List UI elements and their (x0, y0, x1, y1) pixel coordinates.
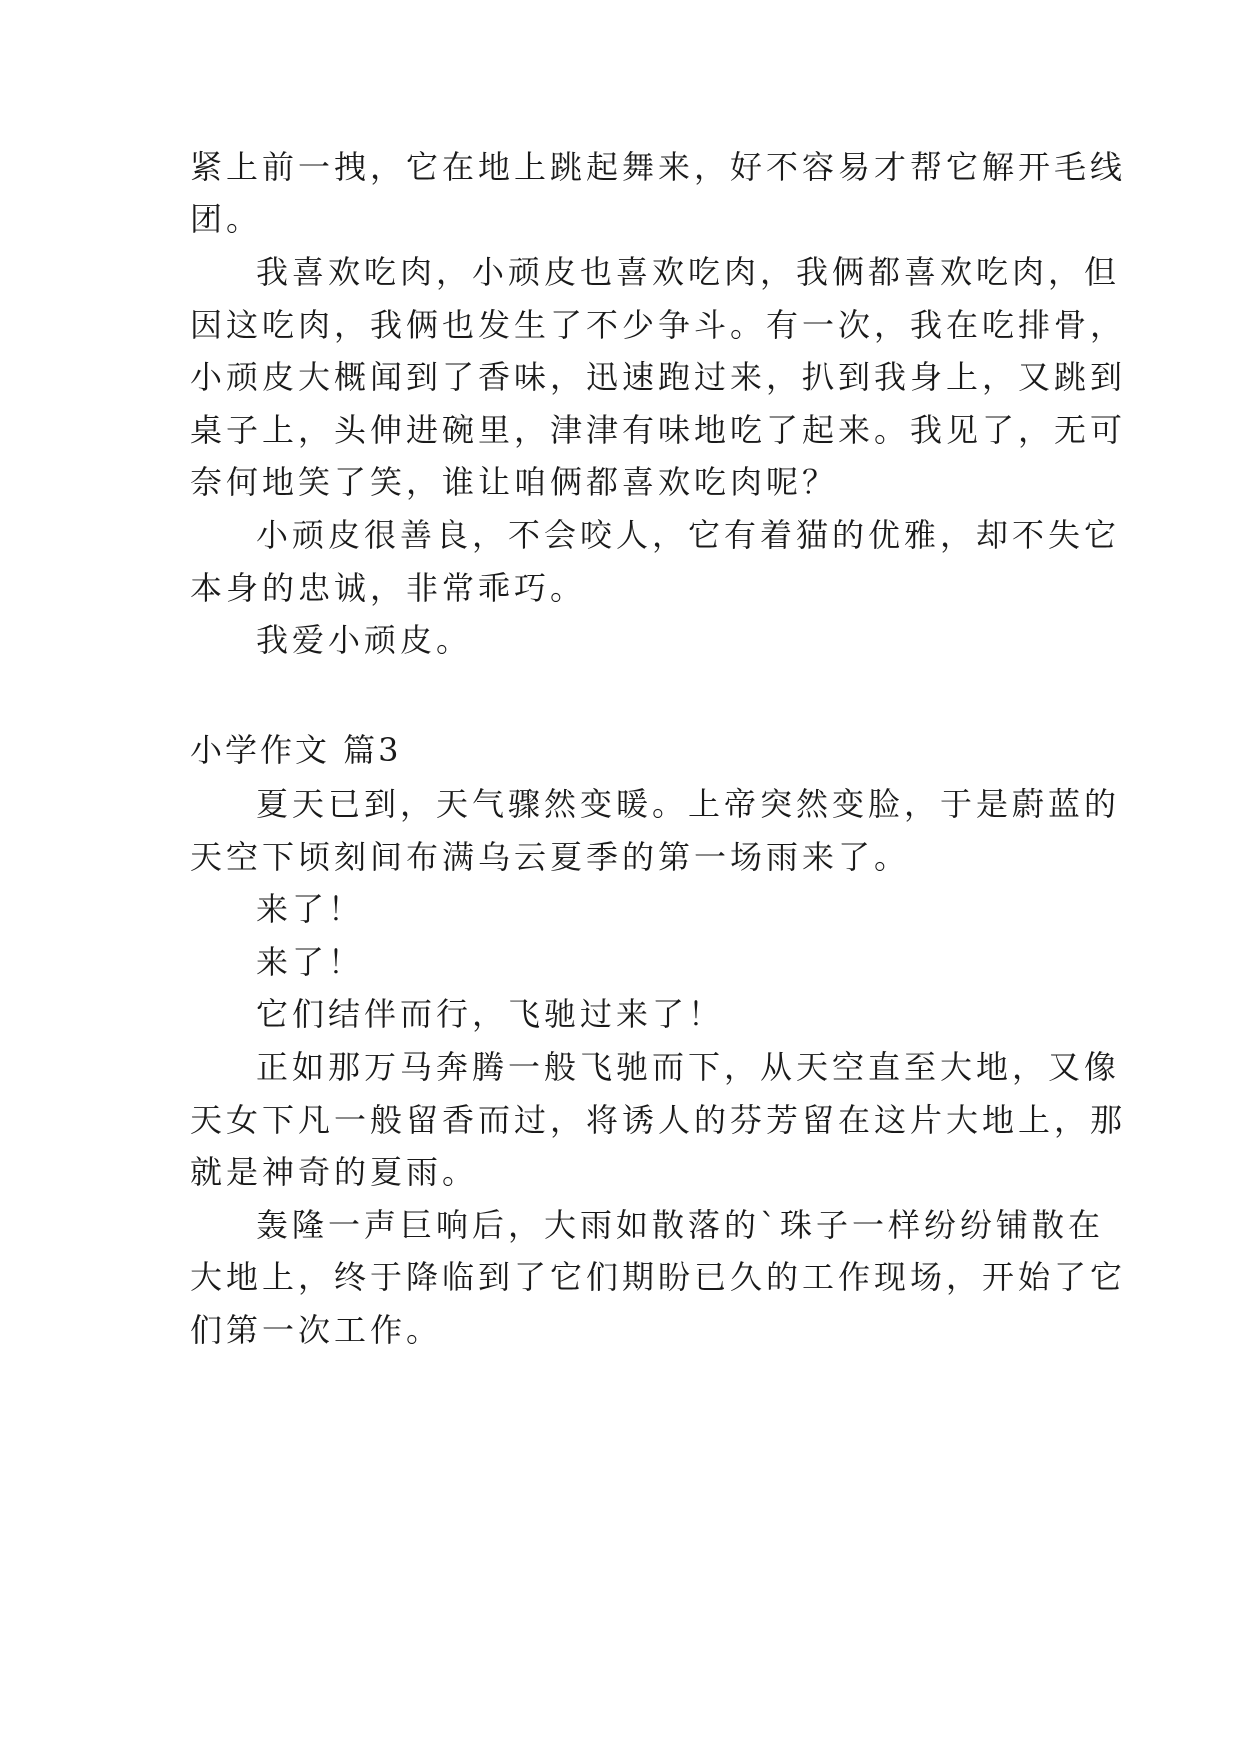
text-line: 来了！ (256, 890, 365, 928)
text-line: 团。 (190, 200, 263, 238)
text-line: 桌子上，头伸进碗里，津津有味地吃了起来。我见了，无可 (190, 411, 1127, 449)
text-line: 我喜欢吃肉，小顽皮也喜欢吃肉，我俩都喜欢吃肉，但 (256, 253, 1121, 291)
text-line: 正如那万马奔腾一般飞驰而下，从天空直至大地，又像 (256, 1048, 1121, 1086)
text-line: 奈何地笑了笑，谁让咱俩都喜欢吃肉呢？ (190, 463, 839, 501)
text-line: 因这吃肉，我俩也发生了不少争斗。有一次，我在吃排骨， (190, 306, 1127, 344)
text-line: 大地上，终于降临到了它们期盼已久的工作现场，开始了它 (190, 1258, 1127, 1296)
text-line: 小顽皮很善良，不会咬人，它有着猫的优雅，却不失它 (256, 516, 1121, 554)
text-line: 它们结伴而行，飞驰过来了！ (256, 995, 725, 1033)
text-line: 就是神奇的夏雨。 (190, 1153, 479, 1191)
text-line: 我爱小顽皮。 (256, 621, 473, 659)
text-line: 天空下顷刻间布满乌云夏季的第一场雨来了。 (190, 838, 911, 876)
text-line: 小顽皮大概闻到了香味，迅速跑过来，扒到我身上，又跳到 (190, 358, 1127, 396)
text-line: 们第一次工作。 (190, 1311, 443, 1349)
text-line: 紧上前一拽，它在地上跳起舞来，好不容易才帮它解开毛线 (190, 148, 1127, 186)
text-line: 本身的忠诚，非常乖巧。 (190, 569, 587, 607)
text-line: 轰隆一声巨响后，大雨如散落的`珠子一样纷纷铺散在 (256, 1206, 1105, 1244)
text-line: 天女下凡一般留香而过，将诱人的芬芳留在这片大地上，那 (190, 1101, 1127, 1139)
text-line: 夏天已到，天气骤然变暖。上帝突然变脸，于是蔚蓝的 (256, 785, 1121, 823)
section-heading: 小学作文 篇3 (190, 731, 402, 769)
text-line: 来了！ (256, 943, 365, 981)
